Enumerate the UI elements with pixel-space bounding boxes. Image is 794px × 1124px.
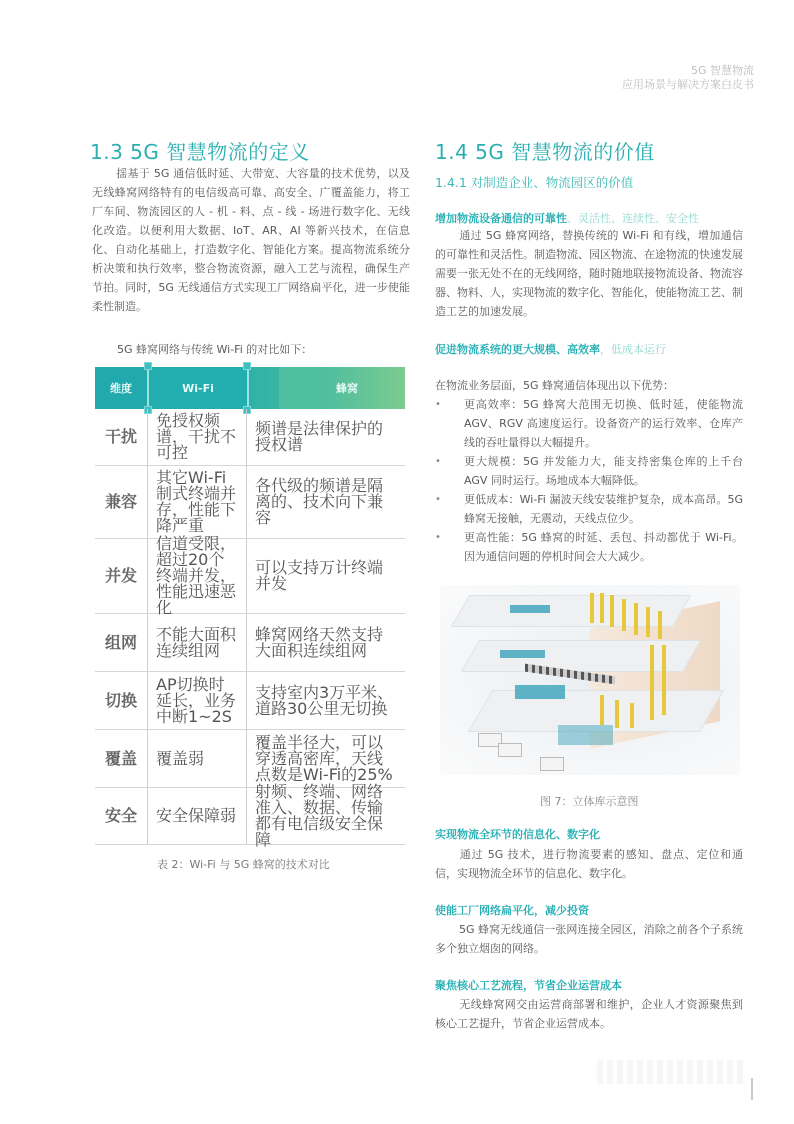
cell-cellular: 各代级的频谱是隔离的、技术向下兼容: [246, 466, 405, 538]
cell-dimension: 覆盖: [104, 748, 137, 768]
cell-wifi: 信道受限，超过20个终端并发，性能迅速恶化: [147, 539, 246, 613]
section2-heading-strong: 促进物流系统的更大规模、高效率: [435, 343, 600, 356]
cell-dimension: 干扰: [104, 427, 137, 446]
section2-heading-faded: ，低成本运行: [600, 343, 666, 356]
section-title-1-3: 1.3 5G 智慧物流的定义: [90, 140, 310, 164]
definition-paragraph: [92, 164, 410, 316]
section4-paragraph: [435, 920, 743, 958]
cell-wifi: 覆盖弱: [147, 730, 246, 787]
yellow-rack: [646, 607, 650, 637]
section1-text: 通过 5G 蜂窝网络，替换传统的 Wi-Fi 和有线，增加通信的可靠性和灵活性。制造物流、园区物流、在途物流的快速发展需要一张无处不在的无线网络，随时随地联接物流设备、物流容器、物料、人，实现物流的数字化、智能化，使能物流工艺、制造工艺的加速发展。: [435, 229, 743, 318]
header-line-2: 应用场景与解决方案白皮书: [622, 78, 754, 91]
figure-caption: 图 7：立体库示意图: [540, 795, 639, 808]
blue-zone: [558, 725, 613, 745]
section3-heading: 实现物流全环节的信息化、数字化: [435, 828, 600, 841]
yellow-rack: [615, 700, 619, 728]
running-header: [622, 64, 754, 92]
truck: [540, 757, 564, 771]
cell-cellular: 射频、终端、网络准入、数据、传输都有电信级安全保障: [246, 788, 405, 844]
yellow-rack: [650, 645, 654, 720]
cell-wifi: 免授权频谱，干扰不可控: [147, 409, 246, 465]
advantages-list: [435, 395, 743, 566]
cell-dimension: 安全: [104, 806, 137, 825]
cell-dimension: 切换: [104, 690, 137, 710]
column-resize-handle[interactable]: [243, 362, 251, 370]
blue-zone: [500, 650, 545, 658]
definition-text: 揺基于 5G 通信低时延、大带宽、大容量的技术优势，以及无线蜂窝网络特有的电信级高可靠、高安全、广覆盖能力，将工厂车间、物流园区的人 - 机 - 料、点 - 线 - 场进行数字化、无线化改造。以便利用大数据、IoT、AR、AI 等新兴技术，在信息化、自动化基础上，打造数字化、智能化方案。提高物流系统分析决策和执行效率，整合物流资源，融入工艺与流程，确保生产节拍。同时，5G 无线通信方式实现工厂网络扁平化，进一步使能柔性制造。: [92, 167, 410, 313]
list-item: • 更低成本：Wi-Fi 漏波天线安装维护复杂，成本高昂。5G 蜂窝无接触，无震动，天线点位少。: [435, 490, 743, 528]
table-row: [95, 409, 405, 466]
yellow-rack: [600, 695, 604, 725]
subsection-title-1-4-1: 1.4.1 对制造企业、物流园区的价值: [435, 175, 634, 190]
table-row: [95, 782, 405, 849]
cell-cellular: 支持室内3万平米、道路30公里无切换: [246, 672, 405, 729]
section-title-1-4: 1.4 5G 智慧物流的价值: [435, 140, 655, 164]
cell-dimension: 组网: [104, 632, 137, 652]
header-cellular-label: 蜂窝: [336, 382, 358, 395]
section5-paragraph: [435, 995, 743, 1033]
section4-text: 5G 蜂窝无线通信一张网连接全园区，消除之前各个子系统多个独立烟囱的网络。: [435, 923, 743, 955]
truck: [498, 743, 522, 757]
yellow-rack: [590, 593, 594, 623]
cell-cellular: 蜂窝网络天然支持大面积连续组网: [246, 614, 405, 671]
cell-wifi: 不能大面积连续组网: [147, 614, 246, 671]
yellow-rack: [662, 645, 666, 715]
section1-heading: [435, 210, 699, 226]
yellow-rack: [610, 595, 614, 627]
footer-divider: [751, 1078, 753, 1100]
list-item: • 更大规模：5G 并发能力大，能支持密集仓库的上千台 AGV 同时运行。场地成本大幅降低。: [435, 452, 743, 490]
section1-heading-strong: 增加物流设备通信的可靠性: [435, 212, 567, 225]
header-cellular: [247, 367, 405, 409]
header-line-1: 5G 智慧物流: [690, 64, 754, 77]
list-item: • 更高效率：5G 蜂窝大范围无切换、低时延，使能物流 AGV、RGV 高速度运行。设备资产的运行效率、仓库产线的吞吐量得以大幅提升。: [435, 395, 743, 452]
floor-level: [451, 595, 691, 627]
section5-text: 无线蜂窝网交由运营商部署和维护，企业人才资源聚焦到核心工艺提升，节省企业运营成本。: [435, 998, 743, 1030]
header-blot: [279, 367, 324, 409]
yellow-rack: [600, 593, 604, 623]
comparison-table-header: [95, 367, 405, 409]
cell-wifi: AP切换时延长，业务中断1~2S: [147, 672, 246, 729]
section3-paragraph: [435, 845, 743, 883]
cell-wifi: 其它Wi-Fi制式终端并存，性能下降严重: [147, 466, 246, 538]
comparison-table-body: [95, 409, 405, 849]
blue-zone: [510, 605, 550, 613]
footer-watermark: [597, 1060, 747, 1084]
table-intro: 5G 蜂窝网络与传统 Wi-Fi 的对比如下：: [117, 343, 313, 356]
cell-cellular: 频谱是法律保护的授权谱: [246, 409, 405, 465]
section2-intro: 在物流业务层面，5G 蜂窝通信体现出以下优势：: [435, 379, 675, 392]
yellow-rack: [622, 599, 626, 631]
header-dimension: 维度: [95, 367, 147, 409]
table-caption: 表 2：Wi-Fi 与 5G 蜂窝的技术对比: [157, 858, 330, 871]
yellow-rack: [634, 603, 638, 635]
section1-heading-faded: 、灵活性、连续性、安全性: [567, 212, 699, 225]
blue-zone: [515, 685, 565, 699]
cell-dimension: 并发: [104, 566, 137, 585]
cell-wifi: 安全保障弱: [147, 788, 246, 844]
column-resize-handle[interactable]: [144, 362, 152, 370]
section4-heading: 使能工厂网络扁平化，减少投资: [435, 904, 589, 917]
section5-heading: 聚焦核心工艺流程，节省企业运营成本: [435, 979, 622, 992]
list-item: • 更高性能：5G 蜂窝的时延、丢包、抖动都优于 Wi-Fi。因为通信问题的停机时间会大大减少。: [435, 528, 743, 566]
yellow-rack: [630, 703, 634, 728]
warehouse-illustration: [440, 585, 740, 775]
cell-dimension: 兼容: [104, 492, 137, 511]
section2-heading: [435, 341, 666, 357]
cell-cellular: 可以支持万计终端并发: [246, 539, 405, 613]
cell-cellular: 覆盖半径大，可以穿透高密库，天线点数是Wi-Fi的25%: [246, 730, 405, 787]
table-row: [95, 466, 405, 539]
table-row: [95, 534, 405, 617]
table-row: [95, 614, 405, 672]
section1-paragraph: [435, 226, 743, 321]
header-wifi: Wi-Fi: [147, 367, 247, 409]
section3-text: 通过 5G 技术，进行物流要素的感知、盘点、定位和通信，实现物流全环节的信息化、数字化。: [435, 848, 743, 880]
table-row: [95, 730, 405, 788]
table-row: [95, 672, 405, 730]
yellow-rack: [658, 611, 662, 639]
